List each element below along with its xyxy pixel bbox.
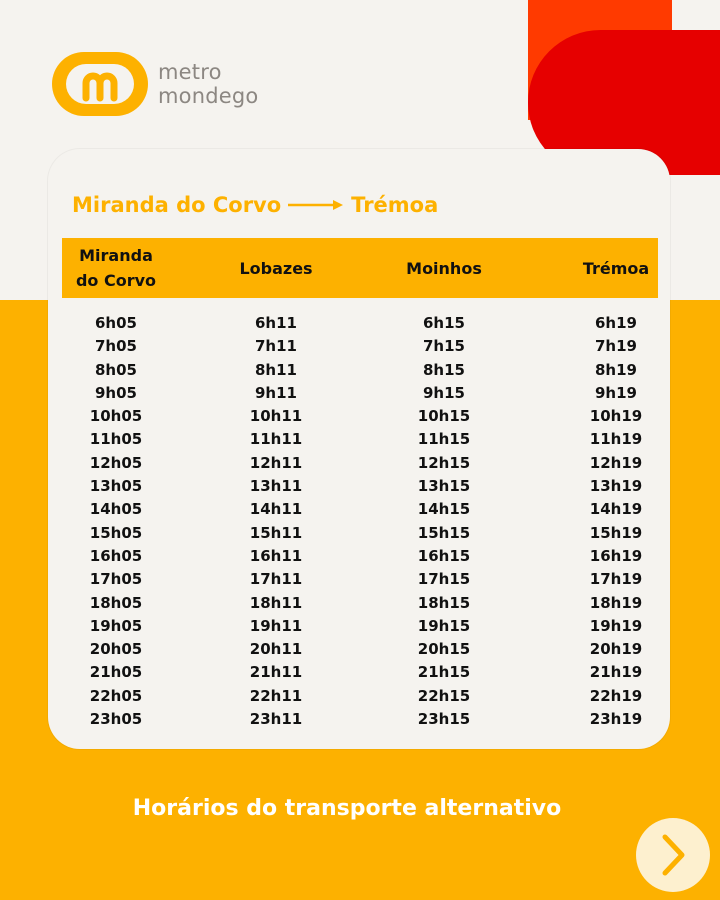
time-cell: 15h11 <box>249 523 303 542</box>
time-cell: 11h05 <box>89 430 143 449</box>
time-cell: 20h11 <box>249 640 303 659</box>
table-row <box>62 568 658 591</box>
time-cell: 21h15 <box>417 663 471 682</box>
time-cell: 17h05 <box>89 570 143 589</box>
route-destination: Trémoa <box>351 193 439 217</box>
time-cell: 13h05 <box>89 477 143 496</box>
time-cell: 19h15 <box>417 616 471 635</box>
time-cell: 17h15 <box>417 570 471 589</box>
footer-caption: Horários do transporte alternativo <box>132 796 562 821</box>
time-cell: 17h11 <box>249 570 303 589</box>
time-cell: 18h15 <box>417 593 471 612</box>
table-row <box>62 498 658 521</box>
time-cell: 9h15 <box>423 383 465 402</box>
time-cell: 22h15 <box>417 686 471 705</box>
time-cell: 12h05 <box>89 453 143 472</box>
time-cell: 7h11 <box>255 337 297 356</box>
time-cell: 23h19 <box>589 710 643 729</box>
time-cell: 6h15 <box>423 314 465 332</box>
time-cell: 7h15 <box>423 337 465 356</box>
time-cell: 16h05 <box>89 546 143 565</box>
time-cell: 7h05 <box>95 337 137 356</box>
time-cell: 10h15 <box>417 407 471 426</box>
time-cell: 16h19 <box>589 546 643 565</box>
table-row <box>62 661 658 684</box>
time-cell: 13h11 <box>249 477 303 496</box>
time-cell: 20h15 <box>417 640 471 659</box>
time-cell: 8h19 <box>595 360 637 379</box>
time-cell: 15h15 <box>417 523 471 542</box>
next-button[interactable] <box>636 818 710 892</box>
time-cell: 14h19 <box>589 500 643 519</box>
table-row <box>62 592 658 615</box>
time-cell: 20h05 <box>89 640 143 659</box>
time-cell: 17h19 <box>589 570 643 589</box>
table-row <box>62 428 658 451</box>
time-cell: 10h05 <box>89 407 143 426</box>
time-cell: 8h11 <box>255 360 297 379</box>
time-cell: 20h19 <box>589 640 643 659</box>
time-cell: 11h19 <box>589 430 643 449</box>
time-cell: 21h19 <box>589 663 643 682</box>
table-row <box>62 685 658 708</box>
table-row <box>62 475 658 498</box>
time-cell: 23h05 <box>89 710 143 729</box>
time-cell: 16h11 <box>249 546 303 565</box>
time-cell: 8h05 <box>95 360 137 379</box>
time-cell: 6h11 <box>255 314 297 332</box>
time-cell: 23h11 <box>249 710 303 729</box>
column-header-moinhos: Moinhos <box>406 258 482 278</box>
table-row <box>62 312 658 335</box>
time-cell: 14h11 <box>249 500 303 519</box>
time-cell: 10h11 <box>249 407 303 426</box>
logo-text-metro: metro <box>158 60 222 84</box>
logo-m-icon <box>52 52 148 116</box>
table-row <box>62 638 658 661</box>
time-cell: 15h19 <box>589 523 643 542</box>
time-cell: 18h19 <box>589 593 643 612</box>
column-header-lobazes: Lobazes <box>239 258 313 278</box>
column-header-miranda-do-corvo <box>62 238 170 298</box>
time-cell: 19h05 <box>89 616 143 635</box>
table-row <box>62 359 658 382</box>
time-cell: 16h15 <box>417 546 471 565</box>
schedule-rows <box>62 312 658 731</box>
time-cell: 11h11 <box>249 430 303 449</box>
time-cell: 14h05 <box>89 500 143 519</box>
table-row <box>62 615 658 638</box>
time-cell: 6h05 <box>95 314 137 332</box>
column-header-line: Miranda <box>79 246 153 265</box>
time-cell: 11h15 <box>417 430 471 449</box>
time-cell: 7h19 <box>595 337 637 356</box>
logo-text-mondego: mondego <box>158 84 259 108</box>
time-cell: 9h05 <box>95 383 137 402</box>
time-cell: 21h05 <box>89 663 143 682</box>
table-row <box>62 382 658 405</box>
metro-mondego-logo <box>52 52 262 122</box>
time-cell: 9h11 <box>255 383 297 402</box>
time-cell: 14h15 <box>417 500 471 519</box>
time-cell: 6h19 <box>595 314 637 332</box>
time-cell: 18h11 <box>249 593 303 612</box>
time-cell: 19h11 <box>249 616 303 635</box>
arrow-right-icon <box>287 198 345 212</box>
time-cell: 12h11 <box>249 453 303 472</box>
time-cell: 22h19 <box>589 686 643 705</box>
table-row <box>62 452 658 475</box>
time-cell: 22h05 <box>89 686 143 705</box>
time-cell: 13h15 <box>417 477 471 496</box>
chevron-right-icon <box>636 818 710 892</box>
route-title <box>72 190 438 220</box>
table-row <box>62 405 658 428</box>
time-cell: 19h19 <box>589 616 643 635</box>
column-header-line: do Corvo <box>75 271 157 290</box>
time-cell: 21h11 <box>249 663 303 682</box>
time-cell: 12h15 <box>417 453 471 472</box>
time-cell: 9h19 <box>595 383 637 402</box>
column-header-tremoa: Trémoa <box>582 258 650 278</box>
time-cell: 18h05 <box>89 593 143 612</box>
time-cell: 22h11 <box>249 686 303 705</box>
table-row <box>62 335 658 358</box>
time-cell: 23h15 <box>417 710 471 729</box>
time-cell: 10h19 <box>589 407 643 426</box>
table-row <box>62 708 658 731</box>
time-cell: 15h05 <box>89 523 143 542</box>
table-header <box>62 238 658 298</box>
time-cell: 13h19 <box>589 477 643 496</box>
time-cell: 12h19 <box>589 453 643 472</box>
route-origin: Miranda do Corvo <box>72 193 282 217</box>
table-row <box>62 522 658 545</box>
time-cell: 8h15 <box>423 360 465 379</box>
table-row <box>62 545 658 568</box>
